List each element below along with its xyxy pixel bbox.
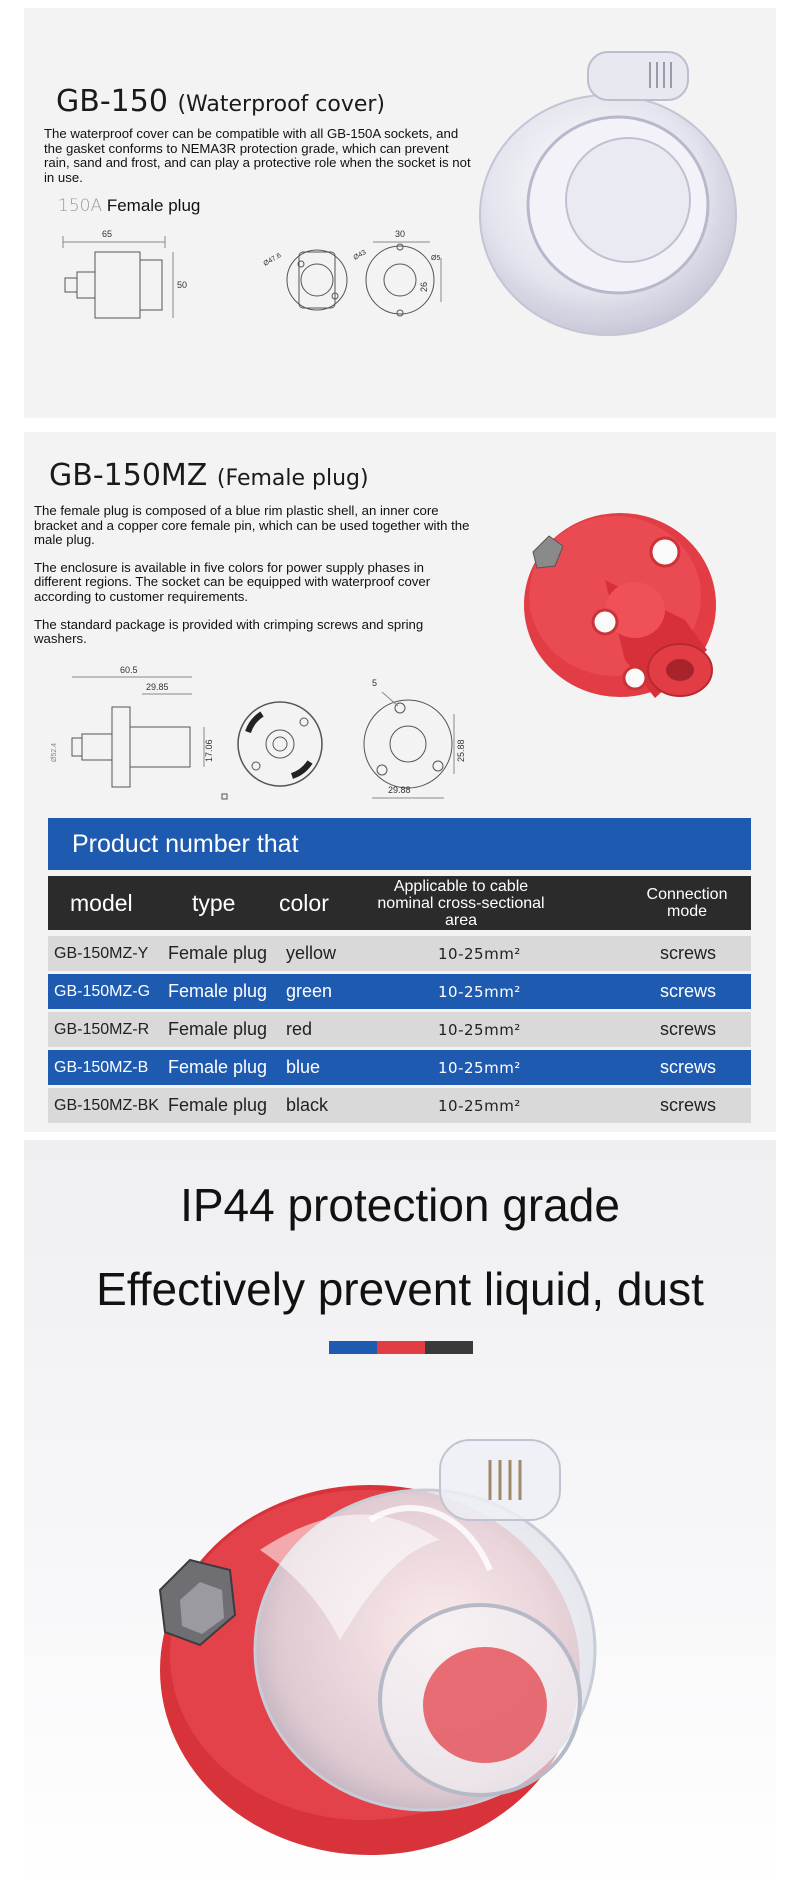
row-model: GB-150MZ-Y bbox=[54, 944, 149, 962]
color-bar-red bbox=[377, 1341, 425, 1354]
row-connection: screws bbox=[660, 981, 717, 1001]
dim-29-88: 29.88 bbox=[388, 785, 411, 795]
section1-technical-drawing bbox=[55, 222, 445, 337]
row-color: blue bbox=[286, 1057, 321, 1077]
row-type: Female plug bbox=[168, 1095, 268, 1115]
row-model: GB-150MZ-BK bbox=[54, 1096, 159, 1114]
dim-29-85: 29.85 bbox=[146, 682, 169, 692]
dim-43: Ø43 bbox=[352, 249, 368, 262]
dim-47-6: Ø47.6 bbox=[262, 252, 283, 268]
dim-25-88: 25.88 bbox=[456, 739, 466, 762]
table-row bbox=[48, 936, 751, 971]
plug-label-number: 150A bbox=[58, 196, 103, 216]
section2-subtitle: (Female plug) bbox=[216, 466, 369, 491]
row-area: 10-25mm² bbox=[438, 982, 521, 1001]
section2-technical-drawing bbox=[42, 662, 482, 804]
table-row bbox=[48, 1050, 751, 1085]
row-connection: screws bbox=[660, 1057, 717, 1077]
row-area: 10-25mm² bbox=[438, 1020, 521, 1039]
product-table-title: Product number that bbox=[48, 818, 751, 870]
dim-30: 30 bbox=[395, 229, 406, 239]
header-model: model bbox=[70, 889, 133, 916]
table-row bbox=[48, 1012, 751, 1047]
dim-5: Ø5 bbox=[431, 255, 441, 262]
section2-description bbox=[34, 504, 474, 660]
product-table-header bbox=[48, 876, 751, 930]
row-type: Female plug bbox=[168, 943, 268, 963]
table-row bbox=[48, 1088, 751, 1123]
color-bar-blue bbox=[329, 1341, 377, 1354]
dim-5-b: 5 bbox=[372, 678, 378, 688]
plug-with-cover-splash-image bbox=[140, 1400, 660, 1860]
header-connection bbox=[632, 876, 742, 930]
headline-prevent-liquid: Effectively prevent liquid, dust bbox=[96, 1263, 704, 1315]
dim-50: 50 bbox=[177, 280, 188, 290]
row-model: GB-150MZ-G bbox=[54, 982, 151, 1000]
header-color: color bbox=[279, 889, 329, 916]
dim-65: 65 bbox=[102, 229, 113, 239]
section1-title bbox=[56, 84, 385, 119]
plug-label-text: Female plug bbox=[106, 196, 201, 215]
section2-title bbox=[49, 458, 369, 493]
section1-description: The waterproof cover can be compatible with all GB-150A sockets, and the gasket conforms to NEMA3R protection grade, which can prevent rain, sand and frost, and can play a protective role when the socket is not in use. bbox=[44, 126, 471, 185]
header-area bbox=[366, 876, 556, 930]
section1-plug-label bbox=[58, 196, 200, 216]
headline-protection-grade: IP44 protection grade bbox=[180, 1179, 620, 1231]
red-female-plug-image bbox=[515, 500, 745, 710]
dim-60-5: 60.5 bbox=[120, 665, 138, 675]
row-connection: screws bbox=[660, 1095, 717, 1115]
color-bar-divider bbox=[329, 1341, 473, 1354]
row-type: Female plug bbox=[168, 1057, 268, 1077]
color-bar-dark bbox=[425, 1341, 473, 1354]
row-color: yellow bbox=[286, 943, 337, 963]
section2-model: GB-150MZ bbox=[49, 458, 208, 493]
row-area: 10-25mm² bbox=[438, 1058, 521, 1077]
row-type: Female plug bbox=[168, 1019, 268, 1039]
row-color: green bbox=[286, 981, 333, 1001]
header-conn-line2: mode bbox=[666, 903, 708, 920]
row-model: GB-150MZ-R bbox=[54, 1020, 150, 1038]
section2-paragraph-3: The standard package is provided with crimping screws and spring washers. bbox=[34, 616, 424, 647]
row-type: Female plug bbox=[168, 981, 268, 1001]
header-area-line1: Applicable to cable bbox=[393, 877, 529, 895]
row-connection: screws bbox=[660, 943, 717, 963]
row-connection: screws bbox=[660, 1019, 717, 1039]
section2-paragraph-1: The female plug is composed of a blue rim plastic shell, an inner core bracket and a copper core female pin, which can be used together with the male plug. bbox=[34, 503, 470, 548]
header-area-line2: nominal cross-sectional area bbox=[377, 894, 545, 929]
row-color: red bbox=[286, 1019, 313, 1039]
section1-model: GB-150 bbox=[56, 84, 168, 119]
table-row bbox=[48, 974, 751, 1009]
section1-subtitle: (Waterproof cover) bbox=[177, 92, 386, 117]
product-table bbox=[48, 818, 751, 1123]
row-area: 10-25mm² bbox=[438, 944, 521, 963]
row-area: 10-25mm² bbox=[438, 1096, 521, 1115]
header-type: type bbox=[192, 889, 236, 916]
dim-17-06: 17.06 bbox=[204, 739, 214, 762]
dim-26: 26 bbox=[419, 281, 429, 292]
row-model: GB-150MZ-B bbox=[54, 1058, 149, 1076]
waterproof-cover-image bbox=[468, 40, 748, 360]
row-color: black bbox=[286, 1095, 329, 1115]
section2-paragraph-2: The enclosure is available in five colors for power supply phases in different regions. The socket can be equipped with waterproof cover according to customer requirements. bbox=[34, 559, 431, 604]
header-conn-line1: Connection bbox=[646, 886, 728, 903]
dim-52-4: Ø52.4 bbox=[51, 742, 58, 762]
